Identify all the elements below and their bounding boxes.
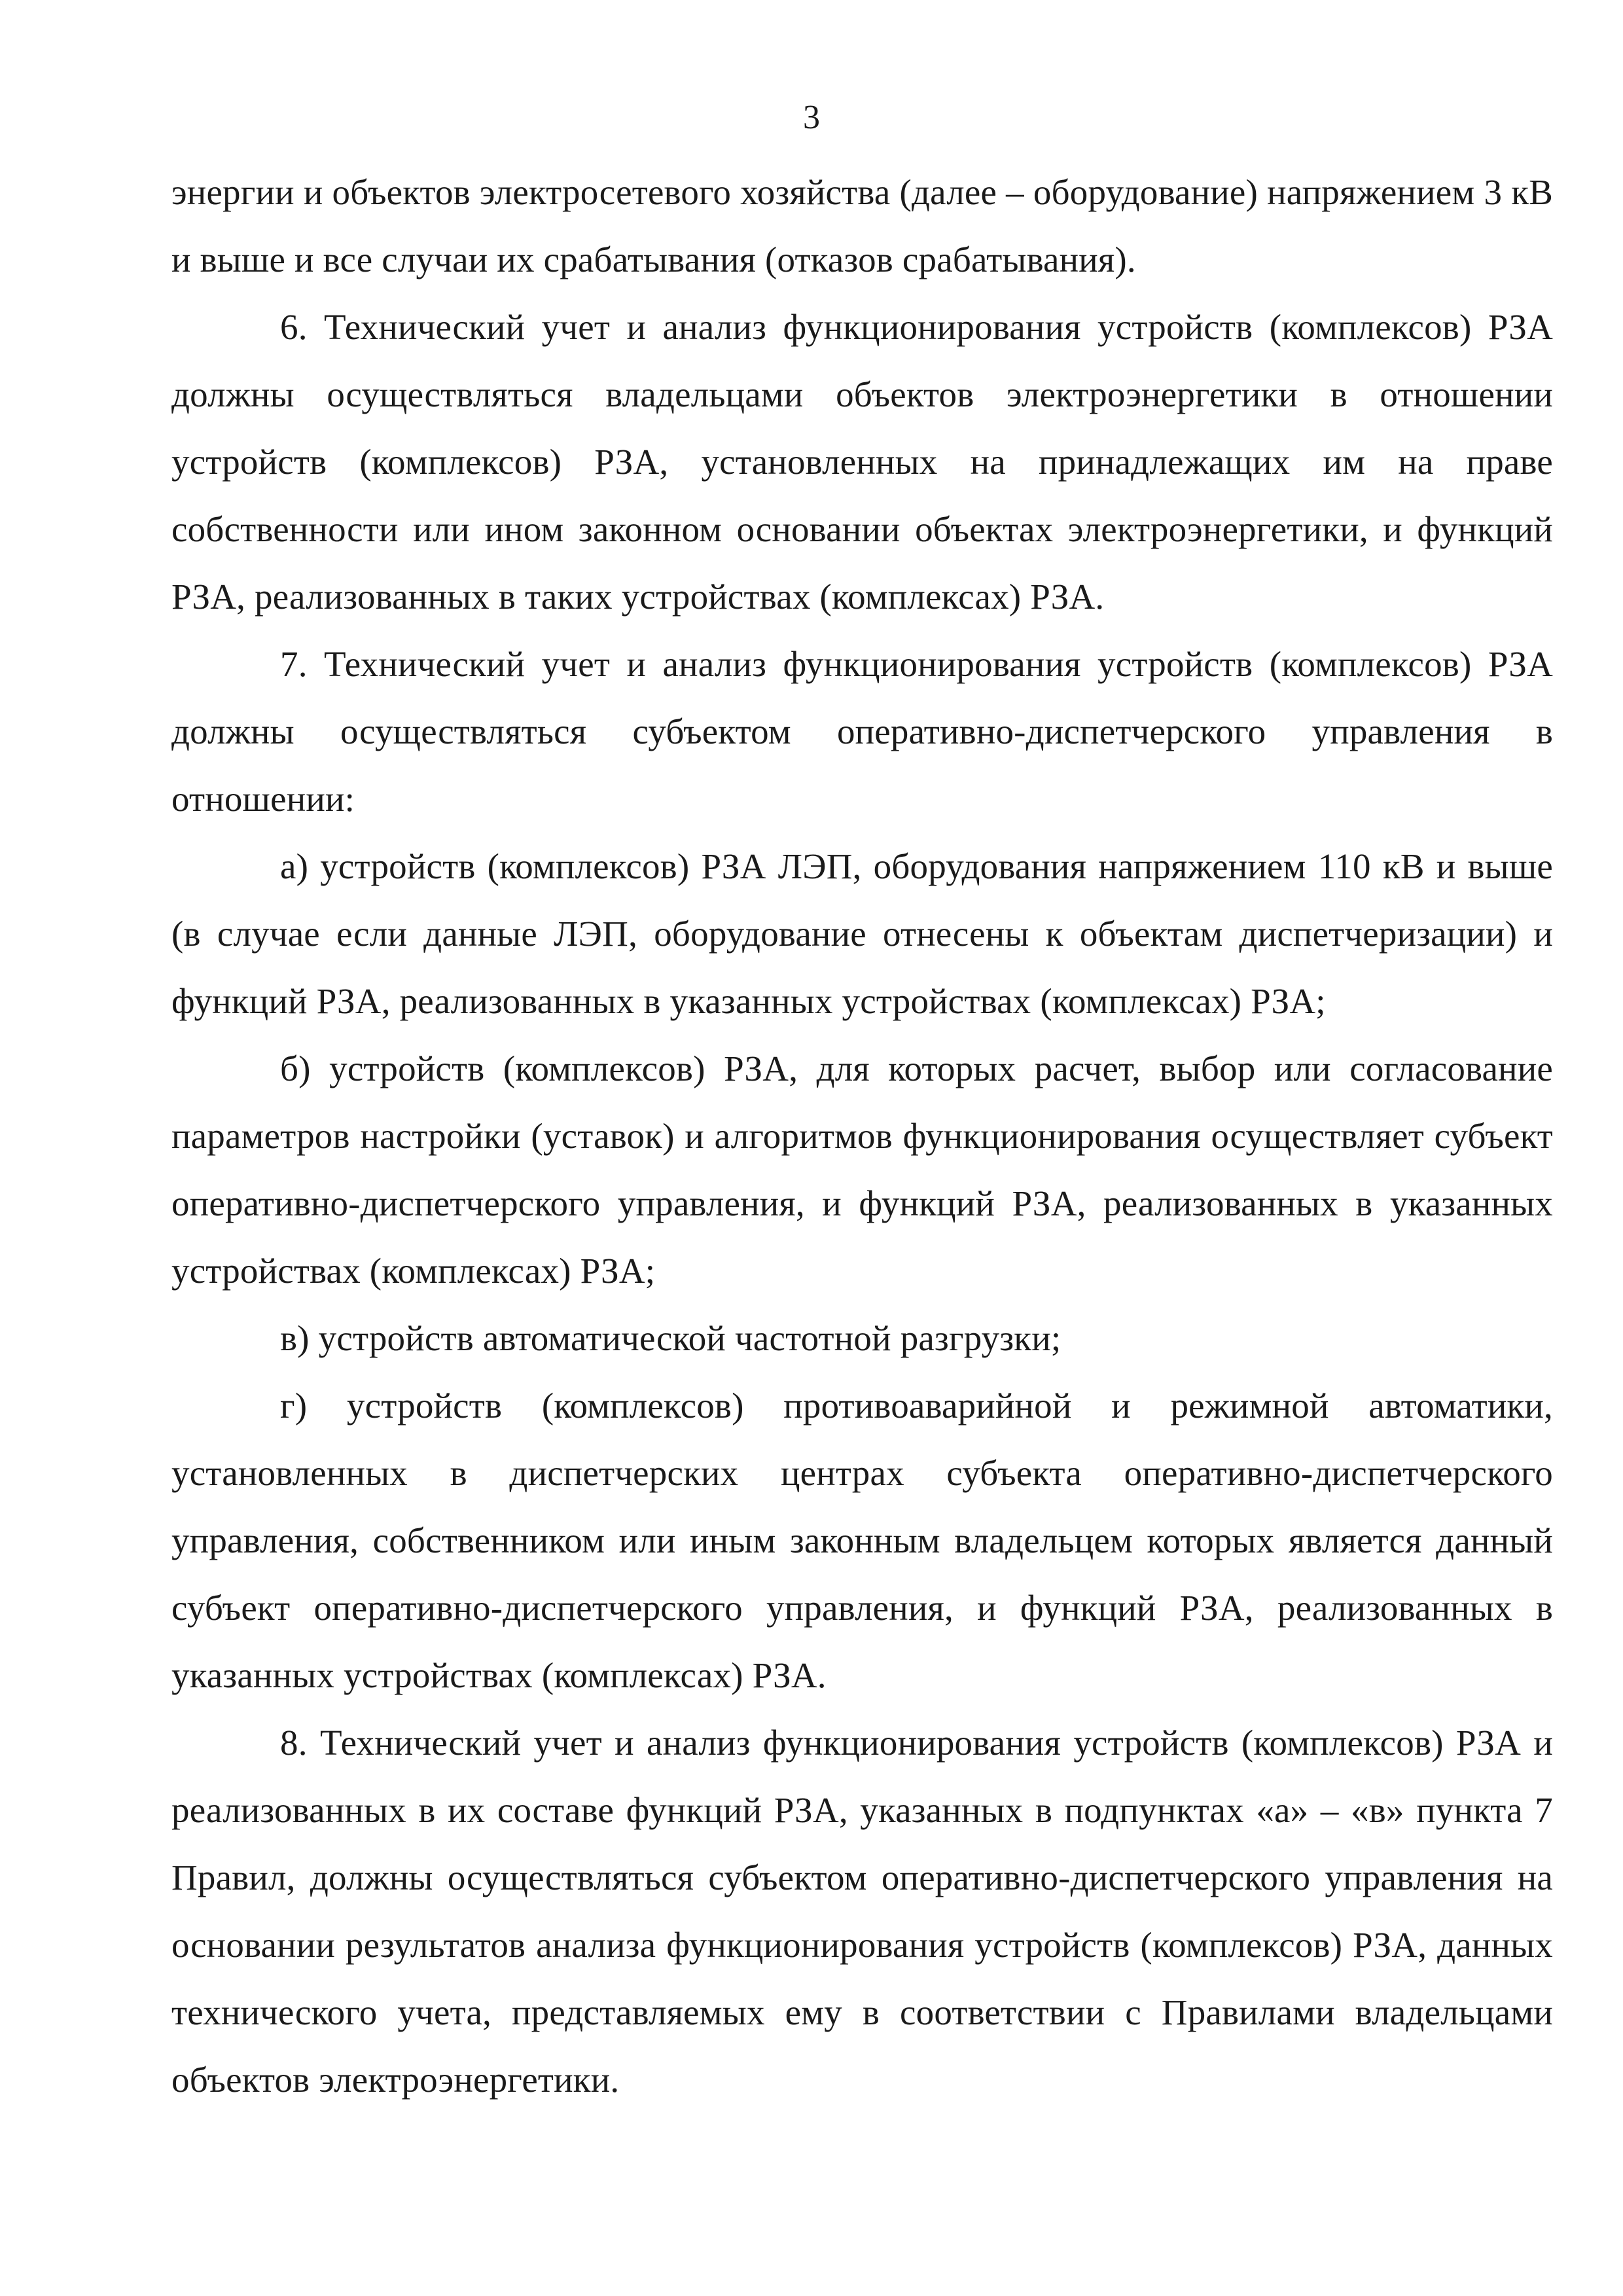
subparagraph-v: в) устройств автоматической частотной разгрузки; <box>280 1318 1061 1358</box>
paragraph-item-8: 8. Технический учет и анализ функционирования устройств (комплексов) РЗА и реализованных в их составе функций РЗА, указанных в подпунктах «а» – «в» пункта 7 Правил, должны осуществляться субъектом оперативно-диспетчерского управления на основании результатов анализа функционирования устройств (комплексов) РЗА, данных технического учета, представляемых ему в соответствии с Правилами владельцами объектов электроэнергетики. <box>171 1723 1553 2100</box>
page-number: 3 <box>803 99 820 136</box>
document-body <box>171 158 1553 2113</box>
subparagraph-g: г) устройств (комплексов) противоаварийной и режимной автоматики, установленных в диспетчерских центрах субъекта оперативно-диспетчерского управления, собственником или иным законным владельцем которых является данный субъект оперативно-диспетчерского управления, и функций РЗА, реализованных в указанных устройствах (комплексах) РЗА. <box>171 1386 1553 1695</box>
paragraph-item-7: 7. Технический учет и анализ функционирования устройств (комплексов) РЗА должны осуществляться субъектом оперативно-диспетчерского управления в отношении: <box>171 644 1553 819</box>
paragraph-continuation: энергии и объектов электросетевого хозяйства (далее – оборудование) напряжением 3 кВ и выше и все случаи их срабатывания (отказов срабатывания). <box>171 172 1553 279</box>
subparagraph-a: а) устройств (комплексов) РЗА ЛЭП, оборудования напряжением 110 кВ и выше (в случае если данные ЛЭП, оборудование отнесены к объектам диспетчеризации) и функций РЗА, реализованных в указанных устройствах (комплексах) РЗА; <box>171 846 1553 1021</box>
paragraph-item-6: 6. Технический учет и анализ функционирования устройств (комплексов) РЗА должны осуществляться владельцами объектов электроэнергетики в отношении устройств (комплексов) РЗА, установленных на принадлежащих им на праве собственности или ином законном основании объектах электроэнергетики, и функций РЗА, реализованных в таких устройствах (комплексах) РЗА. <box>171 307 1553 617</box>
subparagraph-b: б) устройств (комплексов) РЗА, для которых расчет, выбор или согласование параметров настройки (уставок) и алгоритмов функционирования осуществляет субъект оперативно-диспетчерского управления, и функций РЗА, реализованных в указанных устройствах (комплексах) РЗА; <box>171 1049 1553 1291</box>
